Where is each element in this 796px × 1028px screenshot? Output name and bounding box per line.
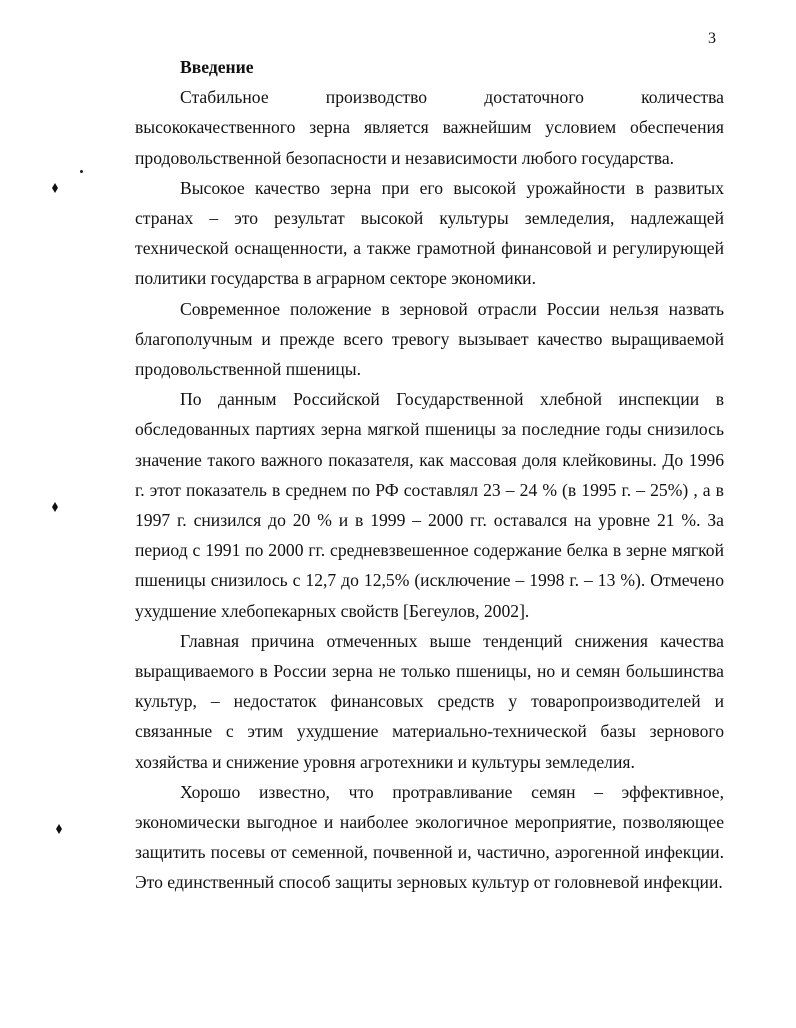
paragraph: Высокое качество зерна при его высокой урожайности в развитых странах – это результат высокой культуры земледелия, надлежащей технической оснащенности, а также грамотной финансовой и регулирующей политики государства в аграрном секторе экономики. <box>135 177 724 289</box>
paragraph: Стабильное производство достаточного количества высококачественного зерна является важнейшим условием обеспечения продовольственной безопасности и независимости любого государства. <box>135 87 724 168</box>
paragraph: Хорошо известно, что протравливание семян – эффективное, экономически выгодное и наиболее экологичное мероприятие, позволяющее защитить посевы от семенной, почвенной и, частично, аэрогенной инфекции. Это единственный способ защиты зерновых культур от головневой инфекции. <box>135 781 724 893</box>
scan-mark-icon <box>51 183 59 191</box>
section-heading: Введение <box>180 57 254 77</box>
scan-mark-icon <box>55 824 63 832</box>
document-body <box>135 52 724 898</box>
paragraph: Главная причина отмеченных выше тенденций снижения качества выращиваемого в России зерна не только пшеницы, но и семян большинства культур, – недостаток финансовых средств у товаропроизводителей и связанные с этим ухудшение материально-технической базы зернового хозяйства и снижение уровня агротехники и культуры земледелия. <box>135 630 724 772</box>
paragraph: По данным Российской Государственной хлебной инспекции в обследованных партиях зерна мягкой пшеницы за последние годы снизилось значение такого важного показателя, как массовая доля клейковины. До 1996 г. этот показатель в среднем по РФ составлял 23 – 24 % (в 1995 г. – 25%) , а в 1997 г. снизился до 20 % и в 1999 – 2000 гг. оставался на уровне 21 %. За период с 1991 по 2000 гг. средневзвешенное содержание белка в зерне мягкой пшеницы снизилось с 12,7 до 12,5% (исключение – 1998 г. – 13 %). Отмечено ухудшение хлебопекарных свойств [Бегеулов, 2002]. <box>135 389 724 621</box>
scan-mark-icon <box>51 502 59 510</box>
paragraph: Современное положение в зерновой отрасли России нельзя назвать благополучным и прежде всего тревогу вызывает качество выращиваемой продовольственной пшеницы. <box>135 298 724 380</box>
scan-speck <box>80 170 83 173</box>
page-number: 3 <box>708 30 716 47</box>
